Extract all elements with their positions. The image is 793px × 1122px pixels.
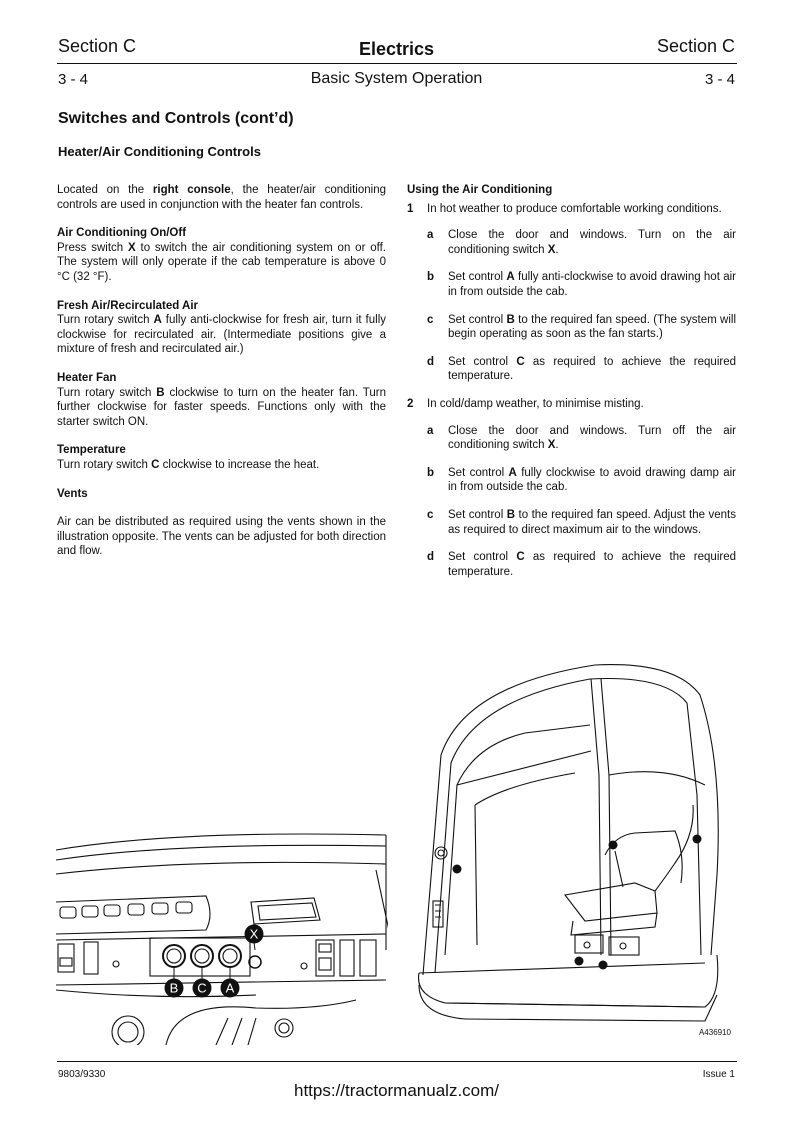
- fresh-air-title: Fresh Air/Recirculated Air: [57, 299, 199, 312]
- right-column: [407, 183, 736, 592]
- vents-title-block: [57, 487, 386, 502]
- ac-onoff-block: Air Conditioning On/Off Press switch X to switch the air conditioning system on or off. The system will only operate if the cab temperature is above 0 °C (32 °F).: [57, 227, 386, 283]
- chapter-title: Electrics: [358, 39, 435, 59]
- step-2d: d Set control C as required to achieve the required temperature.: [427, 551, 737, 578]
- svg-text:C: C: [197, 980, 207, 996]
- step-1d: d Set control C as required to achieve the required temperature.: [427, 355, 737, 383]
- fresh-air-block: Fresh Air/Recirculated Air Turn rotary switch A fully anti-clockwise for fresh air, turn it fully clockwise for recirculated air. (Intermediate positions give a mixture of fresh and recirculated air.): [57, 299, 386, 356]
- section-label-left: Section C: [58, 36, 137, 56]
- callout-a: [221, 979, 240, 998]
- step-2a: a Close the door and windows. Turn off the air conditioning switch X.: [427, 424, 736, 452]
- left-column: [57, 183, 386, 573]
- callout-x: [245, 925, 264, 944]
- step-1b: b Set control A fully anti-clockwise to avoid drawing hot air in from outside the cab.: [427, 271, 736, 298]
- figure-code: A436910: [698, 1028, 731, 1037]
- ac-onoff-title: Air Conditioning On/Off: [57, 227, 187, 240]
- step-1: 1 In hot weather to produce comfortable working conditions.: [407, 202, 722, 215]
- using-ac-title: Using the Air Conditioning: [407, 184, 553, 196]
- callout-b: [165, 979, 184, 998]
- heater-fan-title: Heater Fan: [57, 371, 117, 384]
- temperature-block: Temperature Turn rotary switch C clockwise to increase the heat.: [57, 443, 386, 472]
- console-illustration: [56, 830, 388, 1045]
- step-1a: a Close the door and windows. Turn on the air conditioning switch X.: [427, 229, 736, 256]
- source-url-link[interactable]: https://tractormanualz.com/: [293, 1081, 500, 1100]
- page-subtitle: Basic System Operation: [310, 70, 483, 87]
- step-1c: c Set control B to the required fan speed. (The system will begin operating as soon as the fan starts.): [427, 313, 736, 341]
- callout-c: [193, 979, 212, 998]
- section-label-right: Section C: [656, 36, 735, 56]
- vent-markers: [453, 835, 702, 970]
- footer-rule: [57, 1061, 737, 1062]
- cab-illustration: [405, 655, 737, 1045]
- step-2c: c Set control B to the required fan speed. Adjust the vents as required to direct maximum air to the windows.: [427, 508, 736, 536]
- vents-title: Vents: [57, 487, 88, 500]
- svg-text:B: B: [169, 980, 179, 996]
- step-2: 2 In cold/damp weather, to minimise misting.: [407, 397, 644, 410]
- section-subheading: Heater/Air Conditioning Controls: [58, 144, 261, 159]
- svg-text:A: A: [225, 980, 235, 996]
- header-rule: [57, 63, 737, 64]
- step-2b: b Set control A fully clockwise to avoid drawing damp air in from outside the cab.: [427, 466, 736, 494]
- page-number-right: 3 - 4: [704, 71, 735, 88]
- heater-fan-block: Heater Fan Turn rotary switch B clockwise to turn on the heater fan. Turn further clockwise for faster speeds. Functions only with the starter switch ON.: [57, 371, 386, 428]
- document-number: 9803/9330: [58, 1069, 106, 1080]
- svg-text:X: X: [249, 926, 259, 942]
- issue-label: Issue 1: [702, 1069, 735, 1080]
- temperature-title: Temperature: [57, 444, 126, 457]
- intro-paragraph: Located on the right console, the heater/air conditioning controls are used in conjunction with the heater fan controls.: [57, 184, 387, 211]
- page-number-left: 3 - 4: [58, 71, 89, 88]
- section-heading: Switches and Controls (cont’d): [58, 110, 294, 127]
- vents-paragraph: Air can be distributed as required using the vents shown in the illustration opposite. The vents can be adjusted for both direction and flow.: [57, 516, 386, 558]
